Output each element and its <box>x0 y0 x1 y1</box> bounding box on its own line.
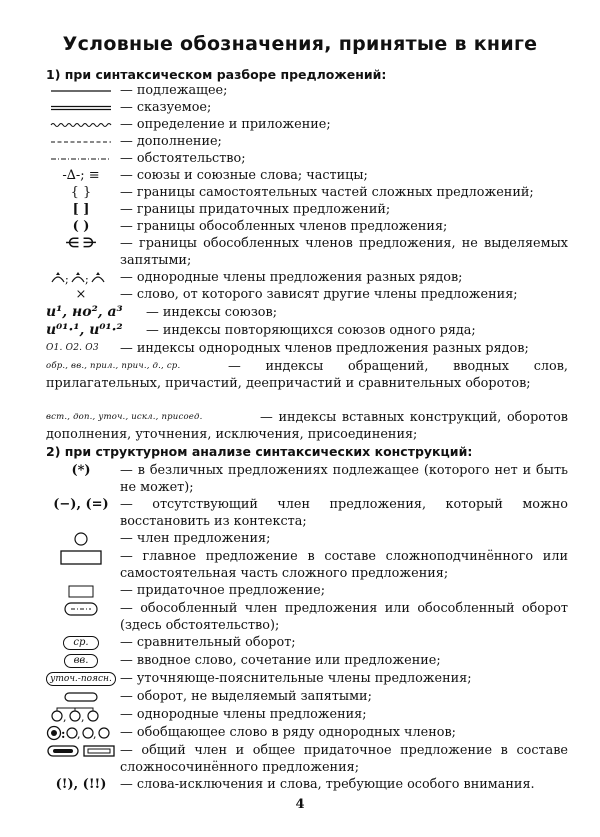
svg-text:;: ; <box>85 272 89 286</box>
single-underline-icon <box>46 82 116 99</box>
legend-text: индексы вставных конструкций, оборотов дополнения, уточнения, исключения, присоединения; <box>46 410 568 442</box>
svg-text:,: , <box>81 710 85 723</box>
crossed-parentheses-symbol: ⋲ ⋺ <box>65 236 97 251</box>
legend-text: в безличных предложениях подлежащее (которого нет и быть не может); <box>120 463 568 495</box>
common-member-icon <box>46 742 116 759</box>
legend-text: однородные члены предложения; <box>136 707 367 722</box>
conjunction-symbol: -∆-; ≡ <box>62 168 100 183</box>
legend-text: слово, от которого зависят другие члены предложения; <box>136 287 518 302</box>
small-rectangle-icon <box>46 582 116 599</box>
legend-text: индексы повторяющихся союзов одного ряда; <box>162 323 476 338</box>
legend-text: определение и приложение; <box>136 117 331 132</box>
legend-text: отсутствующий член предложения, который можно восстановить из контекста; <box>120 497 568 529</box>
legend-text: сказуемое; <box>136 100 212 115</box>
legend-text: член предложения; <box>136 531 271 546</box>
legend-text: слова-исключения и слова, требующие особого внимания. <box>136 777 535 792</box>
homogeneous-arcs-icon <box>46 269 116 286</box>
parentheses-symbol: ( ) <box>72 219 90 234</box>
section2-heading: 2) при структурном анализе синтаксических конструкций: <box>46 444 473 459</box>
flat-oval-icon <box>46 688 116 705</box>
conjunction-index-symbol: и¹, но², а³ <box>46 304 123 320</box>
legend-text: подлежащее; <box>136 83 228 98</box>
section1-heading: 1) при синтаксическом разборе предложений: <box>46 67 387 82</box>
page: Условные обозначения, принятые в книге 1) при синтаксическом разборе предложений: — подлежащее; — сказуемое; — определение и приложение; — дополнение; — обстоятельство; -∆-; ≡ — союзы и союзные слова; частицы; { } — границы самостоятельных частей сложных предложений; [ ] — границы придаточных предложений; ( ) — границы обособленных членов предложения; ⋲ ⋺ — границы обособленных членов предложения, не выделяемых запятыми; ; ; — однородные члены предложения разных рядов; × — слово, от которого зависят другие члены предложения; и¹, но², а³ — индексы союзов; и⁰¹·¹, и⁰¹·² — индексы повторяющихся союзов одного ряда; О1. О2. О3 — индексы однородных членов предложения разных рядов; обр., вв., прил., прич., д., ср. — индексы обращений, вводных слов, прилагательных, причастий, деепричастий и сравнительных оборотов; вст., доп., уточ., искл., присоед. — индексы вставных конструкций, оборотов дополнения, уточнения, исключения, присоединения; 2) при структурном анализе синтаксических конструкций: (*) — в безличных предложениях подлежащее (которого нет и быть не может); (−), (=) — отсутствующий член предложения, который можно восстановить из контекста; — член предложения; — главное предложение в составе сложноподчинённого или самостоятельная часть сложного предложения; — придаточное предложение; — обособленный член предложения или обособленный оборот (здесь обстоятельство); ср. — сравнительный оборот; вв. — вводное слово, сочетание или предложение; уточ.-поясн. — уточняюще-пояснительные члены предложения; — оборот, не выделяемый запятыми; , , — однородные члены предложения; : , , — обобщающее слово в ряду однородных членов; — общий член и общее придаточное предложение в составе сложносочинённого предложения; (!), (!!) — слова-исключения и слова, требующие особого внимания. 4 <box>0 0 600 837</box>
svg-text:;: ; <box>65 272 69 286</box>
braces-symbol: { } <box>70 185 92 200</box>
legend-text: индексы однородных членов предложения разных рядов; <box>136 341 529 356</box>
comparative-oval-icon: ср. <box>46 634 116 651</box>
homogeneous-circles-icon <box>46 706 116 723</box>
cross-symbol: × <box>75 287 87 302</box>
legend-text: общий член и общее придаточное предложение в составе сложносочинённого предложения; <box>120 743 568 775</box>
oval-dash-dot-icon <box>46 600 116 617</box>
legend-text: границы обособленных членов предложения; <box>136 219 448 234</box>
page-title: Условные обозначения, принятые в книге <box>62 33 538 55</box>
brackets-symbol: [ ] <box>72 202 90 217</box>
legend-row: ⋲ ⋺ — границы обособленных членов предложения, не выделяемых запятыми; <box>46 235 568 269</box>
legend-text: оборот, не выделяемый запятыми; <box>136 689 372 704</box>
legend-text: границы обособленных членов предложения, не выделяемых запятыми; <box>120 236 568 268</box>
dashed-underline-icon <box>46 133 116 150</box>
legend-text: однородные члены предложения разных рядов; <box>136 270 463 285</box>
legend-text: индексы обращений, вводных слов, прилагательных, причастий, деепричастий и сравнительных оборотов; <box>46 359 568 391</box>
legend-text: уточняюще-пояснительные члены предложения; <box>136 671 472 686</box>
impersonal-subject-symbol: (*) <box>71 463 91 478</box>
legend-text: границы самостоятельных частей сложных предложений; <box>136 185 534 200</box>
svg-text::: : <box>61 726 66 741</box>
dash-dot-underline-icon <box>46 150 116 167</box>
legend-text: границы придаточных предложений; <box>136 202 391 217</box>
legend-text: обобщающее слово в ряду однородных членов; <box>136 725 456 740</box>
introductory-oval-icon: вв. <box>46 652 116 669</box>
exception-symbol: (!), (!!) <box>55 777 107 792</box>
generalizing-word-icon <box>46 724 116 741</box>
legend-text: обособленный член предложения или обособленный оборот (здесь обстоятельство); <box>120 601 568 633</box>
legend-text: союзы и союзные слова; частицы; <box>136 168 368 183</box>
legend-text: придаточное предложение; <box>136 583 326 598</box>
repeated-conjunction-index-symbol: и⁰¹·¹, и⁰¹·² <box>46 322 123 338</box>
double-underline-icon <box>46 99 116 116</box>
insertion-index-symbol: вст., доп., уточ., искл., присоед. <box>46 412 203 422</box>
homogeneous-index-symbol: О1. О2. О3 <box>46 343 99 353</box>
legend-row: — общий член и общее придаточное предложение в составе сложносочинённого предложения; <box>46 742 568 776</box>
legend-text: индексы союзов; <box>162 305 278 320</box>
legend-text: обстоятельство; <box>136 151 246 166</box>
legend-row: (−), (=) — отсутствующий член предложения, который можно восстановить из контекста; <box>46 496 568 530</box>
legend-text: дополнение; <box>136 134 222 149</box>
circle-icon <box>46 530 116 547</box>
legend-row: — обособленный член предложения или обособленный оборот (здесь обстоятельство); <box>46 600 568 634</box>
legend-text: сравнительный оборот; <box>136 635 296 650</box>
address-index-symbol: обр., вв., прил., прич., д., ср. <box>46 361 181 371</box>
legend-row: вст., доп., уточ., искл., присоед. — индексы вставных конструкций, оборотов дополнения, уточнения, исключения, присоединения; <box>46 410 568 442</box>
svg-text:,: , <box>63 710 67 723</box>
large-rectangle-icon <box>46 548 116 565</box>
svg-text:,: , <box>77 727 81 741</box>
legend-row: обр., вв., прил., прич., д., ср. — индексы обращений, вводных слов, прилагательных, причастий, деепричастий и сравнительных оборотов; <box>46 359 568 391</box>
legend-text: главное предложение в составе сложноподчинённого или самостоятельная часть сложного предложения; <box>120 549 568 581</box>
svg-text:,: , <box>93 727 97 741</box>
wavy-underline-icon <box>46 116 116 133</box>
legend-text: вводное слово, сочетание или предложение; <box>136 653 441 668</box>
legend-row: (*) — в безличных предложениях подлежащее (которого нет и быть не может); <box>46 462 568 496</box>
page-number: 4 <box>295 797 305 812</box>
clarifying-oval-icon: уточ.-поясн. <box>46 670 116 687</box>
legend-row: — главное предложение в составе сложноподчинённого или самостоятельная часть сложного предложения; <box>46 548 568 582</box>
missing-member-symbol: (−), (=) <box>53 497 109 512</box>
